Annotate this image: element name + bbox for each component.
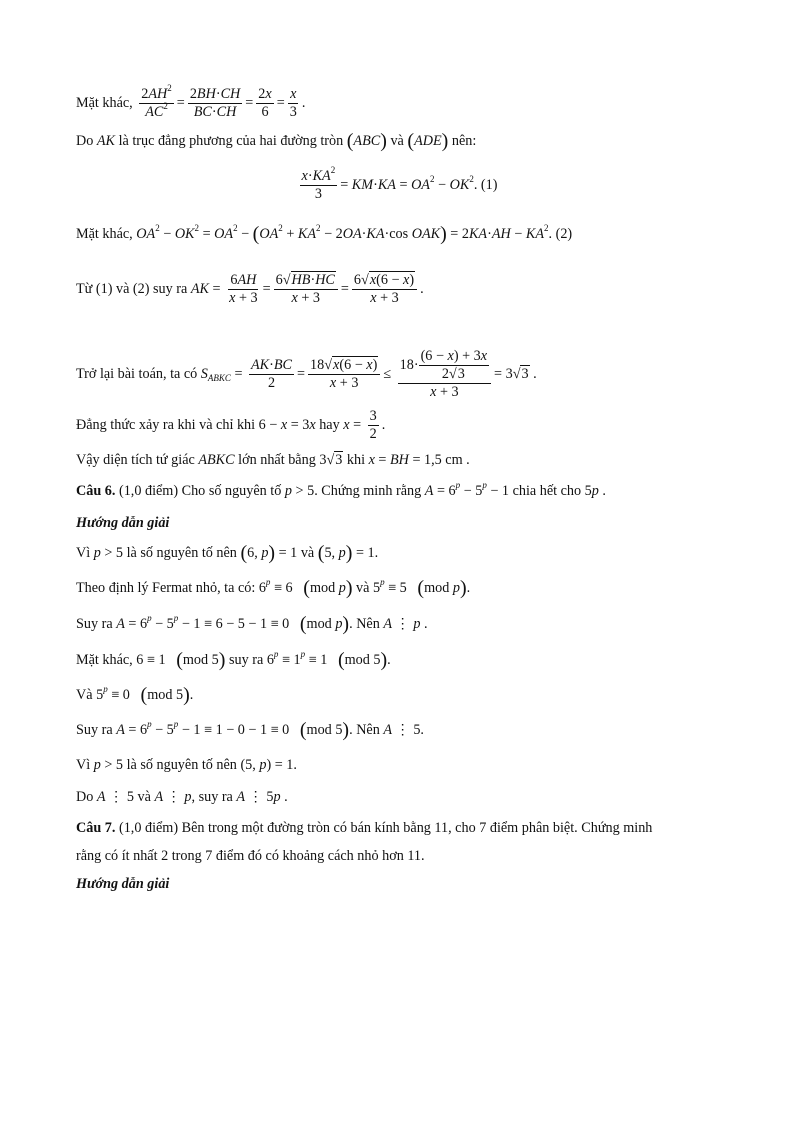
solution-line-7: Vì p > 5 là số nguyên tố nên (5, p) = 1. <box>76 757 297 773</box>
guide-heading-7: Hướng dẫn giải <box>76 876 170 892</box>
line-area-bound: Trở lại bài toán, ta có $S_{ABKC}$ = $\frac{AK\cdot BC}{2}$ = $\frac{18√x(6 - x)}{x + 3}$ ≤ 18· $\frac{(6 - x) + 3x}{2√3}$ x + 3 = 3√3 . <box>76 348 537 400</box>
solution-line-4: Mặt khác, 6 ≡ 1 (mod 5) suy ra $6^p \equiv 1^p \equiv 1$ (mod 5). <box>76 649 391 671</box>
solution-line-6: Suy ra $A = 6^p - 5^p - 1 \equiv 1 - 0 - 1 \equiv 0$ (mod 5). Nên A ⋮ 5. <box>76 719 424 741</box>
solution-line-5: Và $5^p \equiv 0$ (mod 5). <box>76 684 194 706</box>
solution-line-3: Suy ra $A = 6^p - 5^p - 1 \equiv 6 - 5 - 1 \equiv 0$ (mod p). Nên A ⋮ p . <box>76 613 428 635</box>
line-equality: Đẳng thức xảy ra khi và chỉ khi 6 − x = 3x hay x = $\frac{3}{2}$ . <box>76 408 386 442</box>
equation-2: Mặt khác, $OA^2 - OK^2 = OA^2 - (OA^2 + KA^2 - 2OA\cdot KA\cdot\cos$ $OAK) = 2KA\cdot AH - KA^2$. (2) <box>76 223 573 245</box>
question-7: Câu 7. (1,0 điểm) Bên trong một đường tròn có bán kính bằng 11, cho 7 điểm phân biệt. Chứng minh <box>76 820 653 836</box>
solution-line-8: Do A ⋮ 5 và A ⋮ p, suy ra A ⋮ 5p . <box>76 789 288 805</box>
question-6: Câu 6. (1,0 điểm) Cho số nguyên tố p > 5. Chứng minh rằng $A = 6^p - 5^p - 1$ chia hết cho 5p . <box>76 480 606 499</box>
line-ak-value: Từ (1) và (2) suy ra AK = $\frac{6AH}{x + 3}$ = $\frac{6√HB\cdot HC}{x + 3}$ = $\frac{6√x(6 - x)}{x + 3}$ . <box>76 272 424 306</box>
line-conclusion: Vậy diện tích tứ giác ABKC lớn nhất bằng 3√3 khi x = BH = 1,5 cm . <box>76 452 470 468</box>
solution-line-2: Theo định lý Fermat nhỏ, ta có: $6^p \equiv 6$ (mod p) và $5^p \equiv 5$ (mod p). <box>76 577 471 599</box>
equation-1: $\frac{x\cdot KA^2}{3}$ = $KM\cdot KA = OA^2 - OK^2$. (1) <box>301 165 498 202</box>
solution-line-1: Vì p > 5 là số nguyên tố nên (6, p) = 1 và (5, p) = 1. <box>76 542 379 564</box>
guide-heading-6: Hướng dẫn giải <box>76 515 170 531</box>
line-ratio: Mặt khác, $\frac{2AH^2}{AC^2}$ = $\frac{2BH\cdot CH}{BC\cdot CH}$ = $\frac{2x}{6}$ = $\frac{x}{3}$ . <box>76 83 306 120</box>
question-7-cont: rằng có ít nhất 2 trong 7 điểm đó có khoảng cách nhỏ hơn 11. <box>76 848 425 864</box>
line-radical-axis: Do AK là trục đẳng phương của hai đường tròn (ABC) và (ADE) nên: <box>76 130 477 152</box>
